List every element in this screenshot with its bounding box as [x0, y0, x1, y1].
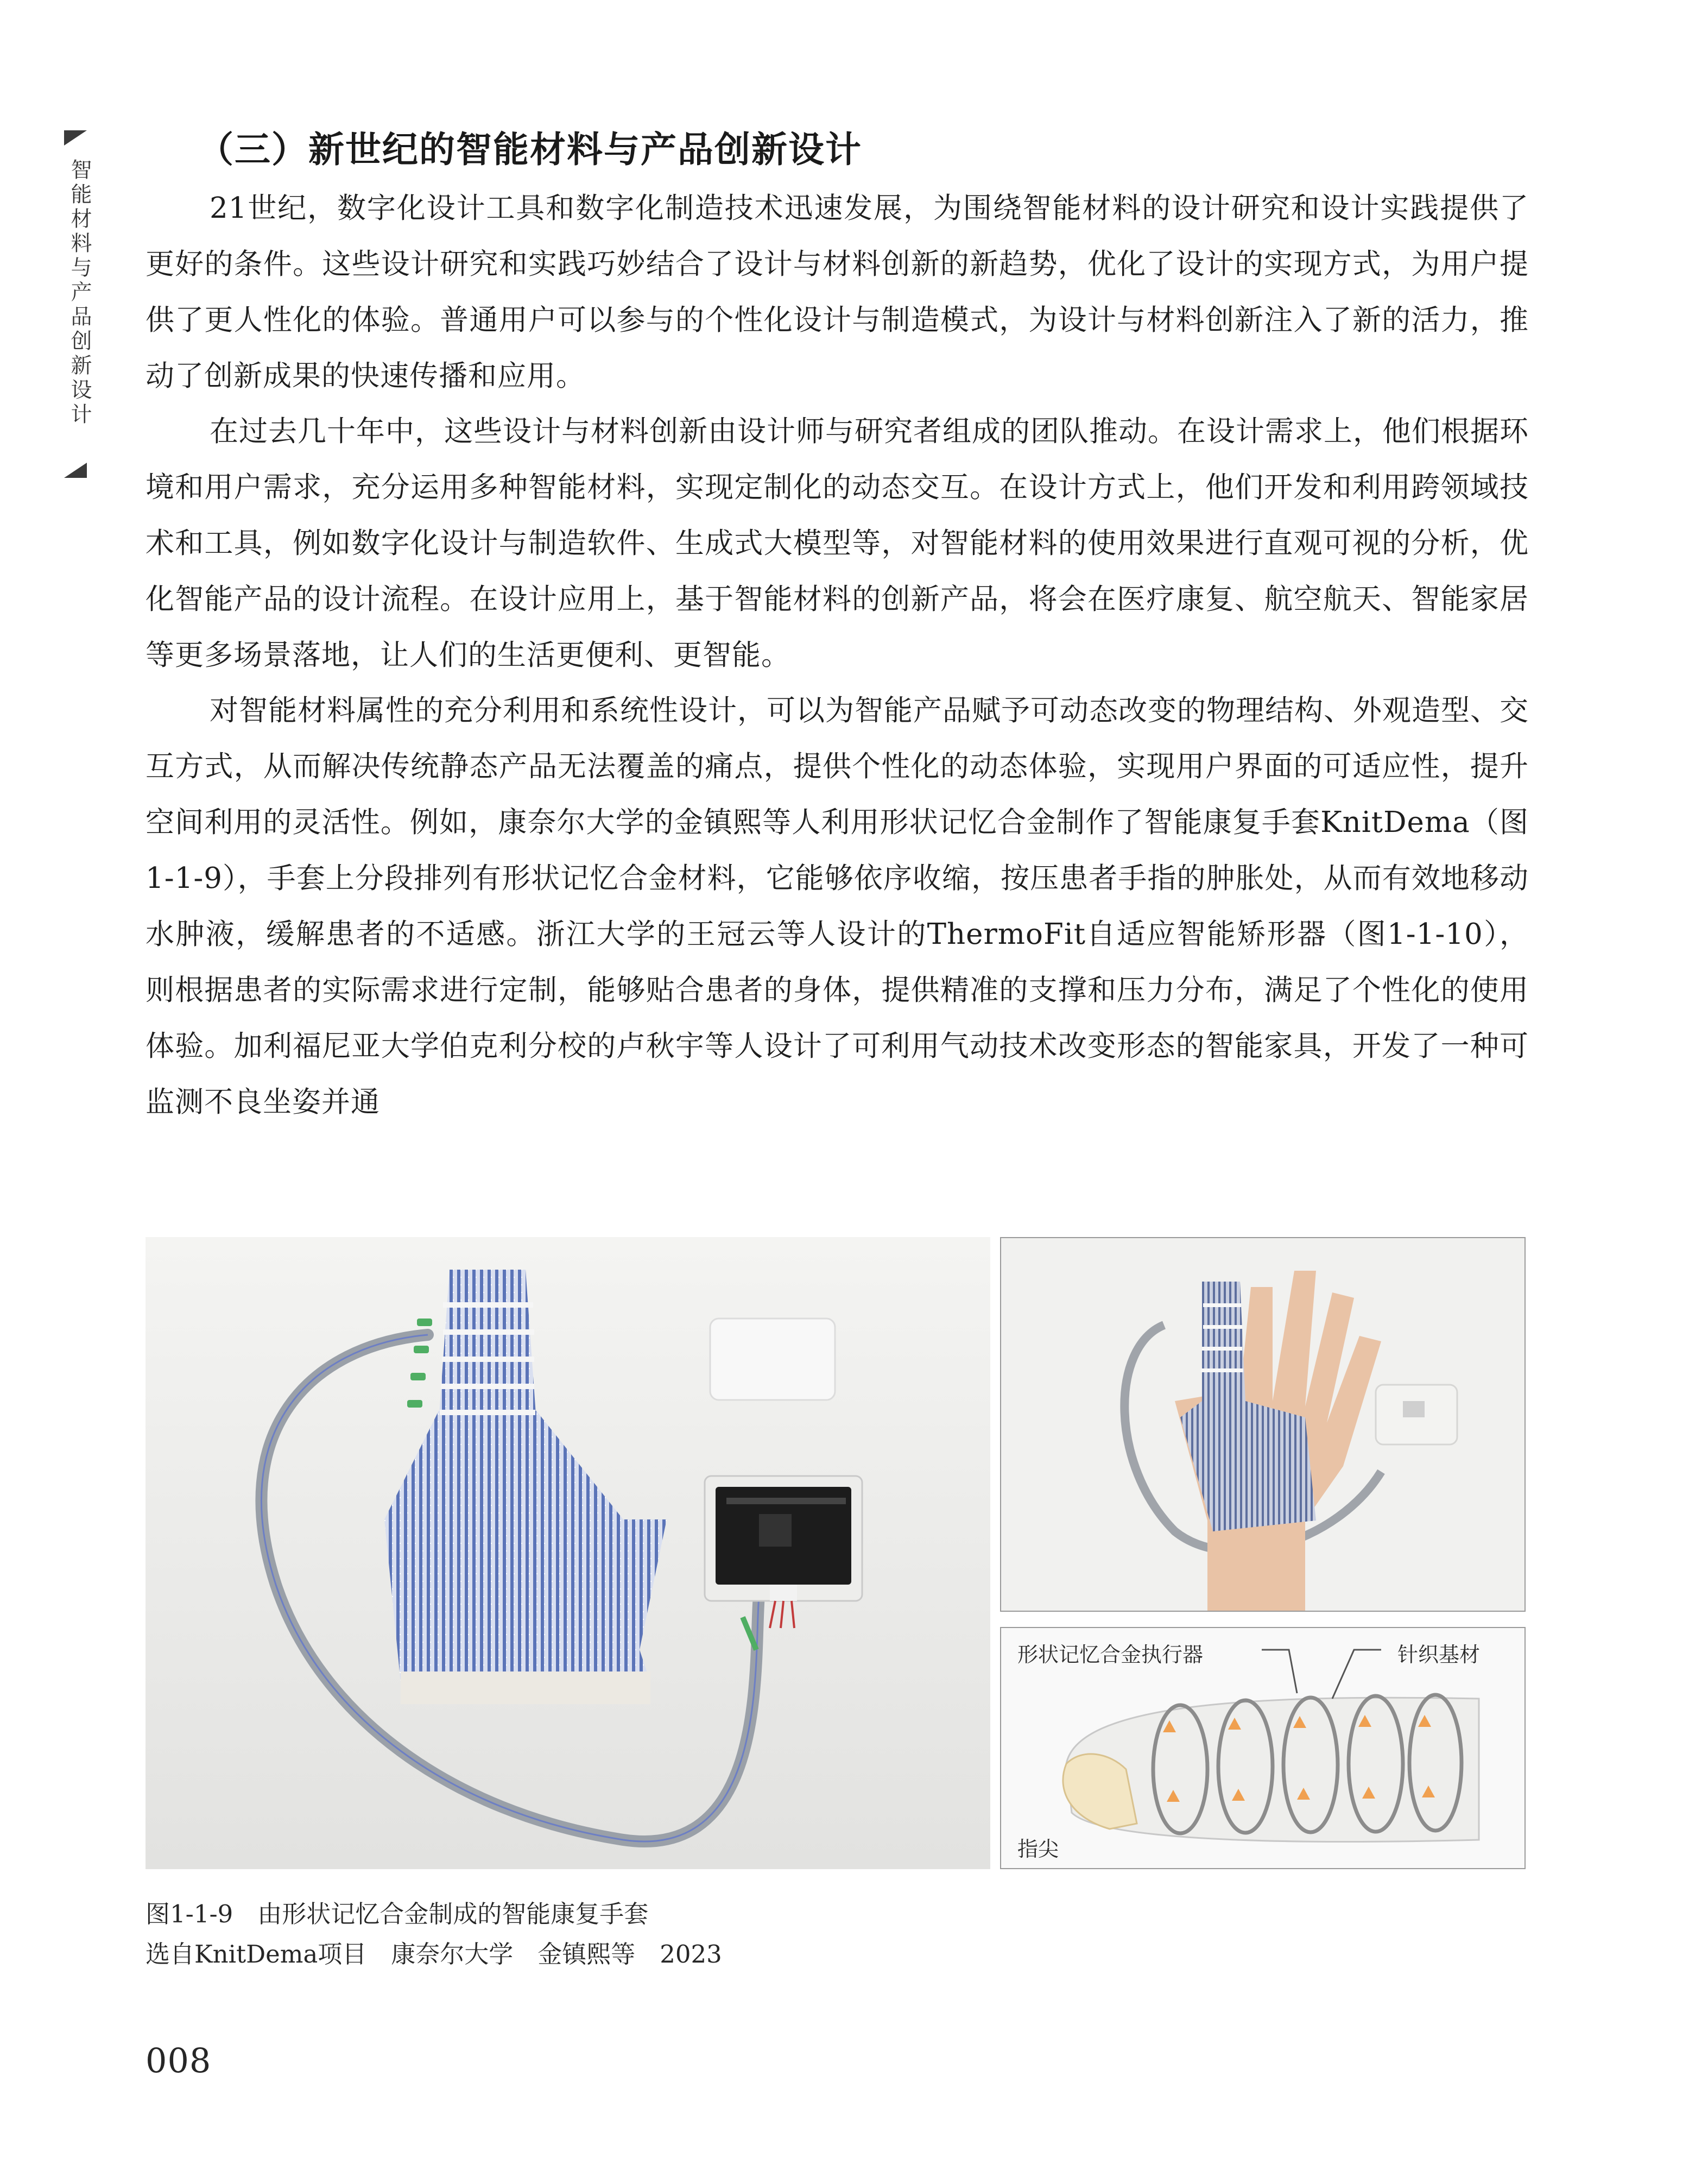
- actuator-diagram: [1000, 1627, 1526, 1869]
- hand-with-glove-photo: [1000, 1237, 1526, 1612]
- substrate-label: 针织基材: [1397, 1643, 1481, 1667]
- rail-marker-top: [64, 130, 87, 146]
- fingertip-label: 指尖: [1017, 1837, 1059, 1861]
- actuator-label: 形状记忆合金执行器: [1017, 1643, 1204, 1667]
- body-paragraph: 21世纪，数字化设计工具和数字化制造技术迅速发展，为围绕智能材料的设计研究和设计实践提供了更好的条件。这些设计研究和实践巧妙结合了设计与材料创新的新趋势，优化了设计的实现方式，为用户提供了更人性化的体验。普通用户可以参与的个性化设计与制造模式，为设计与材料创新注入了新的活力，推动了创新成果的快速传播和应用。: [146, 192, 1529, 393]
- rail-marker-bottom: [64, 463, 87, 478]
- figure-source: 选自KnitDema项目 康奈尔大学 金镇熙等 2023: [146, 1940, 722, 1969]
- glove-photo: [146, 1237, 990, 1869]
- body-paragraph: 对智能材料属性的充分利用和系统性设计，可以为智能产品赋予可动态改变的物理结构、外观造型、交互方式，从而解决传统静态产品无法覆盖的痛点，提供个性化的动态体验，实现用户界面的可适应性，提升空间利用的灵活性。例如，康奈尔大学的金镇熙等人利用形状记忆合金制作了智能康复手套KnitDema（图1-1-9），手套上分段排列有形状记忆合金材料，它能够依序收缩，按压患者手指的肿胀处，从而有效地移动水肿液，缓解患者的不适感。浙江大学的王冠云等人设计的ThermoFit自适应智能矫形器（图1-1-10），则根据患者的实际需求进行定制，能够贴合患者的身体，提供精准的支撑和压力分布，满足了个性化的使用体验。加利福尼亚大学伯克利分校的卢秋宇等人设计了可利用气动技术改变形态的智能家具，开发了一种可监测不良坐姿并通: [146, 694, 1529, 1119]
- body-paragraph: 在过去几十年中，这些设计与材料创新由设计师与研究者组成的团队推动。在设计需求上，他们根据环境和用户需求，充分运用多种智能材料，实现定制化的动态交互。在设计方式上，他们开发和利用跨领域技术和工具，例如数字化设计与制造软件、生成式大模型等，对智能材料的使用效果进行直观可视的分析，优化智能产品的设计流程。在设计应用上，基于智能材料的创新产品，将会在医疗康复、航空航天、智能家居等更多场景落地，让人们的生活更便利、更智能。: [146, 415, 1529, 672]
- chapter-side-rail: [64, 130, 97, 478]
- page-number: 008: [146, 2041, 212, 2080]
- figure-caption: 图1-1-9 由形状记忆合金制成的智能康复手套: [146, 1900, 649, 1928]
- chapter-label: 智能材料与产品创新设计: [67, 159, 92, 427]
- section-heading: （三）新世纪的智能材料与产品创新设计: [198, 129, 862, 171]
